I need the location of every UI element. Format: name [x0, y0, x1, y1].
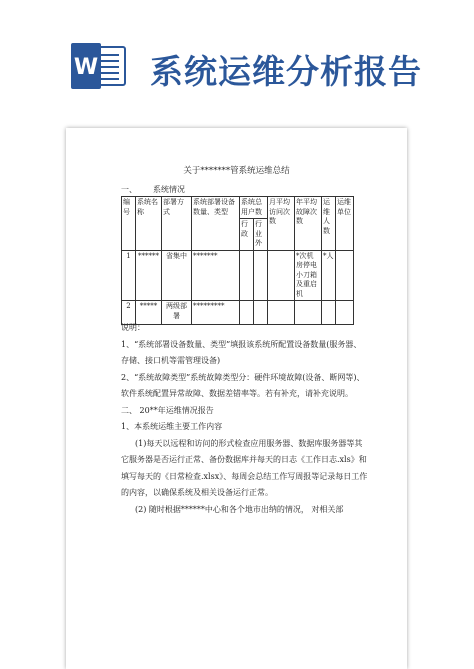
- col-header-deploy: 部署方式: [162, 197, 192, 251]
- paragraph-2: (2) 随时根据******中心和各个地市出纳的情况， 对相关部: [135, 504, 344, 514]
- section-heading-2: 二、 20**年运维情况报告: [121, 405, 214, 415]
- svg-text:W: W: [73, 55, 99, 80]
- section-heading-1: 一、 系统情况: [121, 185, 185, 194]
- table-header-row: [122, 197, 354, 219]
- col-header-users: 系统总用户数: [240, 197, 268, 219]
- col-header-monthly: 月平均访问次数: [268, 197, 295, 251]
- subsection-heading-1: 1、本系统运维主要工作内容: [121, 422, 223, 431]
- col-header-unit: 运维单位: [336, 197, 354, 251]
- col-header-ops: 运维人数: [322, 197, 336, 251]
- paragraph-1: (1)每天以远程和访问的形式检查应用服务器、数据库服务器等其它服务器是否运行正常、备份数据库并每天的日志《工作日志.xls》和填写每天的《日常检查.xlsx》、每周会总结工作写周报等记录每日工作的内容，以确保系统及相关设备运行正常。: [121, 438, 368, 497]
- document-body: [121, 320, 369, 518]
- system-info-table: [121, 196, 354, 325]
- col-header-devices: 系统部署设备数量、类型: [192, 197, 240, 251]
- col-subheader-b: 行业外: [254, 219, 268, 251]
- col-subheader-a: 行政: [240, 219, 254, 251]
- table-row: 2 ***** 两级部署 *********: [122, 301, 354, 325]
- note-2: 2、“系统故障类型”系统故障类型分：硬件环境故障(设备、断网等)、软件系统配置异常故障、数据差错率等。若有补充，请补充说明。: [121, 372, 365, 398]
- col-header-faults: 年平均故障次数: [295, 197, 322, 251]
- page-fade-overlay: [66, 609, 407, 669]
- document-title: 关于*******管系统运维总结: [183, 166, 290, 176]
- col-header-id: 编号: [122, 197, 136, 251]
- page-title: 系统运维分析报告: [150, 52, 422, 91]
- col-header-name: 系统名称: [136, 197, 162, 251]
- banner-header: [0, 0, 474, 120]
- word-document-icon: [69, 41, 127, 91]
- note-1: 1、“系统部署设备数量、类型”填报该系统所配置设备数量(服务器、存储、接口机等需管理设备): [121, 339, 362, 365]
- notes-label: 说明：: [121, 323, 145, 332]
- table-row: 1 ****** 省集中 ******* *次机房停电小刀箱及重启机 *人: [122, 250, 354, 301]
- document-page: [66, 128, 407, 669]
